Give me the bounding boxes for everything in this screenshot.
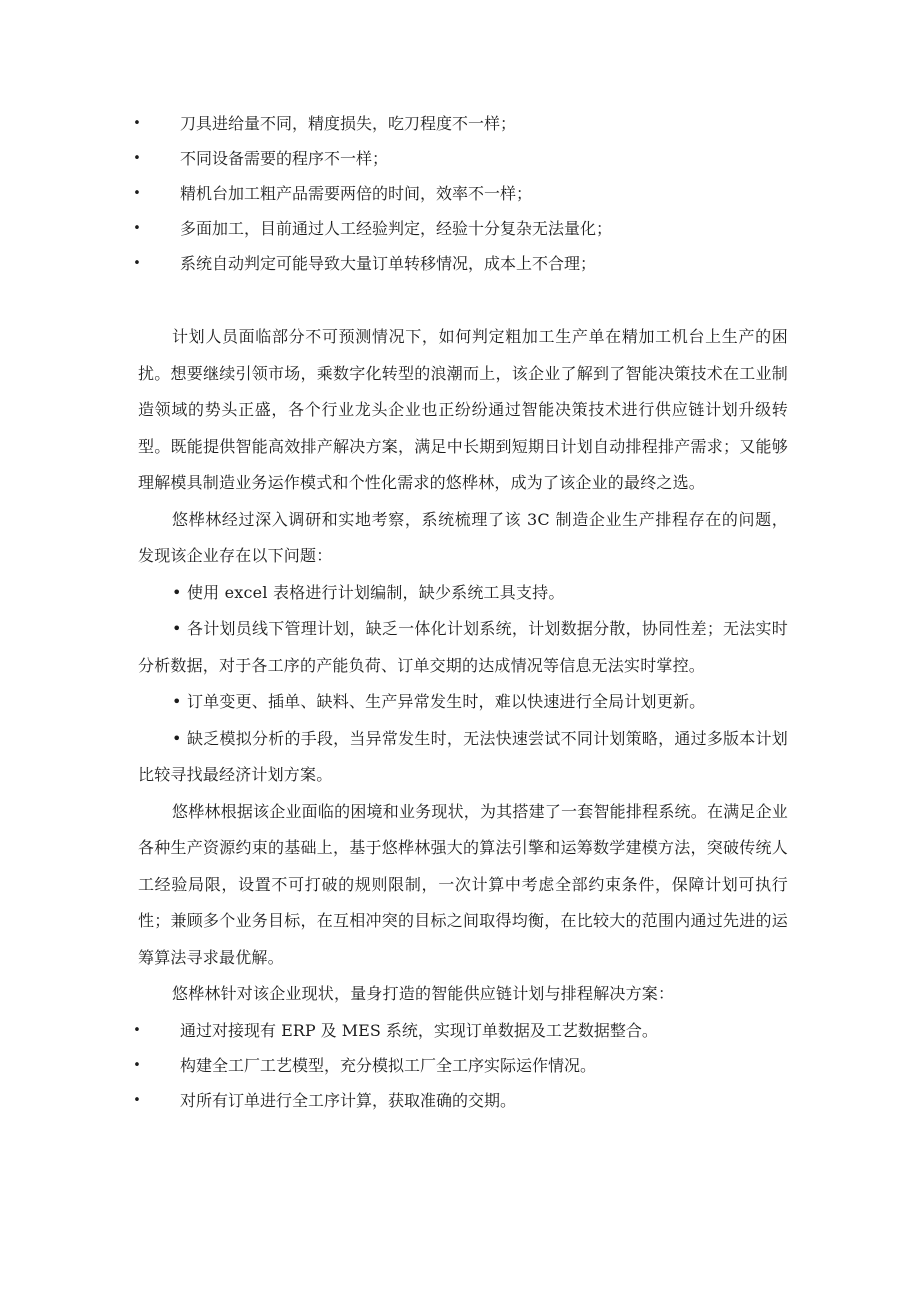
bullet-icon: • — [133, 186, 141, 201]
problem-list — [133, 106, 788, 281]
list-item-text: 系统自动判定可能导致大量订单转移情况，成本上不合理； — [180, 254, 597, 273]
bullet-icon: • — [172, 619, 182, 638]
paragraph: 悠桦林经过深入调研和实地考察，系统梳理了该 3C 制造企业生产排程存在的问题，发现该企业存在以下问题： — [138, 509, 788, 565]
bullet-icon: • — [133, 1022, 141, 1038]
paragraph: 悠桦林针对该企业现状，量身打造的智能供应链计划与排程解决方案： — [172, 984, 675, 1003]
document-body — [133, 106, 788, 1118]
bullet-icon: • — [133, 1057, 141, 1073]
paragraph: 计划人员面临部分不可预测情况下，如何判定粗加工生产单在精加工机台上生产的困扰。想要继续引领市场，乘数字化转型的浪潮而上，该企业了解到了智能决策技术在工业制造领域的势头正盛，各个行业龙头企业也正纷纷通过智能决策技术进行供应链计划升级转型。既能提供智能高效排产解决方案，满足中长期到短期日计划自动排程排产需求；又能够理解模具制造业务运作模式和个性化需求的悠桦林，成为了该企业的最终之选。 — [138, 327, 788, 492]
bullet-icon: • — [172, 692, 182, 711]
list-item — [133, 1083, 788, 1118]
list-item — [133, 246, 788, 281]
list-item-text: 缺乏模拟分析的手段，当异常发生时，无法快速尝试不同计划策略，通过多版本计划比较寻找最经济计划方案。 — [138, 728, 788, 784]
list-item — [138, 721, 788, 794]
list-item-text: 通过对接现有 ERP 及 MES 系统，实现订单数据及工艺数据整合。 — [180, 1020, 658, 1040]
list-item — [133, 211, 788, 246]
list-item — [138, 684, 788, 721]
list-item — [133, 141, 788, 176]
list-item — [133, 1013, 788, 1048]
bullet-icon: • — [172, 728, 182, 748]
bullet-icon: • — [133, 221, 141, 236]
list-item-text: 各计划员线下管理计划，缺乏一体化计划系统，计划数据分散，协同性差；无法实时分析数据，对于各工序的产能负荷、订单交期的达成情况等信息无法实时掌控。 — [138, 619, 788, 675]
bullet-icon: • — [172, 582, 182, 602]
bullet-icon: • — [133, 1092, 141, 1108]
list-item-text: 构建全工厂工艺模型，充分模拟工厂全工序实际运作情况。 — [180, 1055, 597, 1075]
list-item — [133, 1048, 788, 1083]
list-item-text: 刀具进给量不同，精度损失，吃刀程度不一样； — [180, 114, 517, 133]
paragraph: 悠桦林根据该企业面临的困境和业务现状，为其搭建了一套智能排程系统。在满足企业各种生产资源约束的基础上，基于悠桦林强大的算法引擎和运筹数学建模方法，突破传统人工经验局限，设置不可打破的规则限制，一次计算中考虑全部约束条件，保障计划可执行性；兼顾多个业务目标，在互相冲突的目标之间取得均衡，在比较大的范围内通过先进的运筹算法寻求最优解。 — [138, 801, 788, 967]
list-item-text: 订单变更、插单、缺料、生产异常发生时，难以快速进行全局计划更新。 — [186, 692, 706, 711]
list-item-text: 使用 excel 表格进行计划编制，缺少系统工具支持。 — [186, 582, 565, 602]
bullet-icon: • — [133, 151, 141, 166]
issue-list — [138, 575, 788, 794]
list-item — [138, 611, 788, 684]
list-item-text: 对所有订单进行全工序计算，获取准确的交期。 — [180, 1090, 517, 1110]
list-item — [138, 575, 788, 612]
list-item-text: 精机台加工粗产品需要两倍的时间，效率不一样； — [180, 184, 533, 203]
list-item — [133, 106, 788, 141]
list-item-text: 多面加工，目前通过人工经验判定，经验十分复杂无法量化； — [180, 219, 613, 238]
bullet-icon: • — [133, 116, 141, 131]
list-item — [133, 176, 788, 211]
list-item-text: 不同设备需要的程序不一样； — [180, 149, 389, 168]
solution-list — [133, 1013, 788, 1118]
bullet-icon: • — [133, 256, 141, 271]
